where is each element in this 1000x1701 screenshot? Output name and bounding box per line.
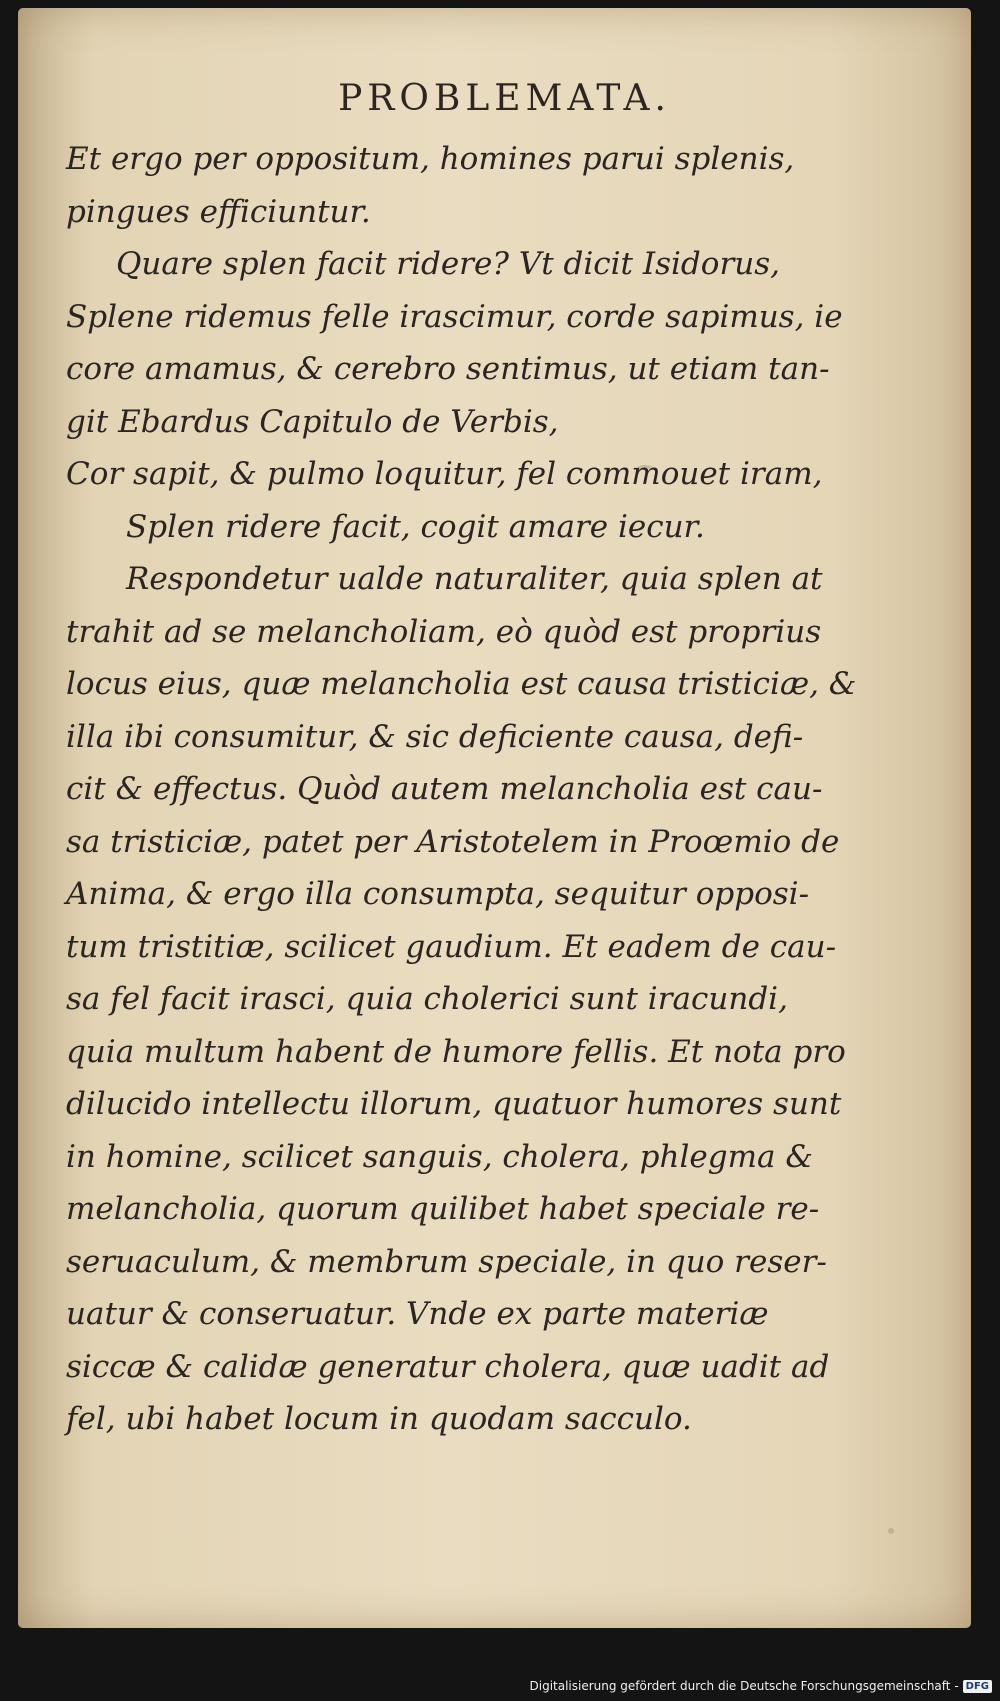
- dfg-logo-icon: DFG: [963, 1680, 992, 1693]
- body-text: [66, 133, 857, 1446]
- text-line: dilucido intellectu illorum, quatuor humores sunt: [66, 1086, 842, 1122]
- text-line: sa tristiciæ, patet per Aristotelem in Proœmio de: [66, 823, 840, 860]
- text-line: git Ebardus Capitulo de Verbis,: [66, 403, 559, 440]
- text-line: uatur & conseruatur. Vnde ex parte materiæ: [66, 1296, 769, 1332]
- text-line: trahit ad se melancholiam, eò quòd est proprius: [66, 613, 822, 650]
- paper-stain: [888, 1528, 894, 1534]
- credit-text: Digitalisierung gefördert durch die Deutsche Forschungsgemeinschaft -: [529, 1679, 959, 1693]
- text-line: locus eius, quæ melancholia est causa tristiciæ, &: [66, 666, 857, 702]
- running-head: PROBLEMATA.: [338, 78, 671, 119]
- text-line: Respondetur ualde naturaliter, quia splen at: [126, 561, 823, 597]
- verse-line: Splen ridere facit, cogit amare iecur.: [126, 508, 705, 545]
- text-line: Quare splen facit ridere? Vt dicit Isidorus,: [116, 246, 780, 282]
- text-line: fel, ubi habet locum in quodam sacculo.: [66, 1401, 692, 1437]
- text-line: Splene ridemus felle irascimur, corde sapimus, ie: [66, 298, 843, 335]
- text-line: sa fel facit irasci, quia cholerici sunt iracundi,: [66, 981, 788, 1017]
- text-line: in homine, scilicet sanguis, cholera, phlegma &: [66, 1138, 813, 1175]
- text-line: quia multum habent de humore fellis. Et nota pro: [66, 1033, 846, 1070]
- text-line: seruaculum, & membrum speciale, in quo reser-: [66, 1243, 827, 1280]
- text-line: illa ibi consumitur, & sic deficiente causa, defi-: [66, 718, 804, 755]
- text-line: core amamus, & cerebro sentimus, ut etiam tan-: [66, 351, 830, 387]
- text-line: cit & effectus. Quòd autem melancholia est cau-: [66, 771, 823, 807]
- text-line: Et ergo per oppositum, homines parui splenis,: [66, 141, 795, 177]
- verse-line: Cor sapit, & pulmo loquitur, fel commouet iram,: [66, 456, 823, 492]
- text-line: pingues efficiuntur.: [66, 193, 371, 230]
- text-line: melancholia, quorum quilibet habet speciale re-: [66, 1191, 820, 1227]
- text-line: Anima, & ergo illa consumpta, sequitur opposi-: [66, 876, 810, 912]
- text-line: siccæ & calidæ generatur cholera, quæ uadit ad: [66, 1348, 830, 1385]
- book-page: [18, 8, 971, 1628]
- digitization-credit: [530, 1679, 993, 1693]
- text-line: tum tristitiæ, scilicet gaudium. Et eadem de cau-: [66, 928, 837, 965]
